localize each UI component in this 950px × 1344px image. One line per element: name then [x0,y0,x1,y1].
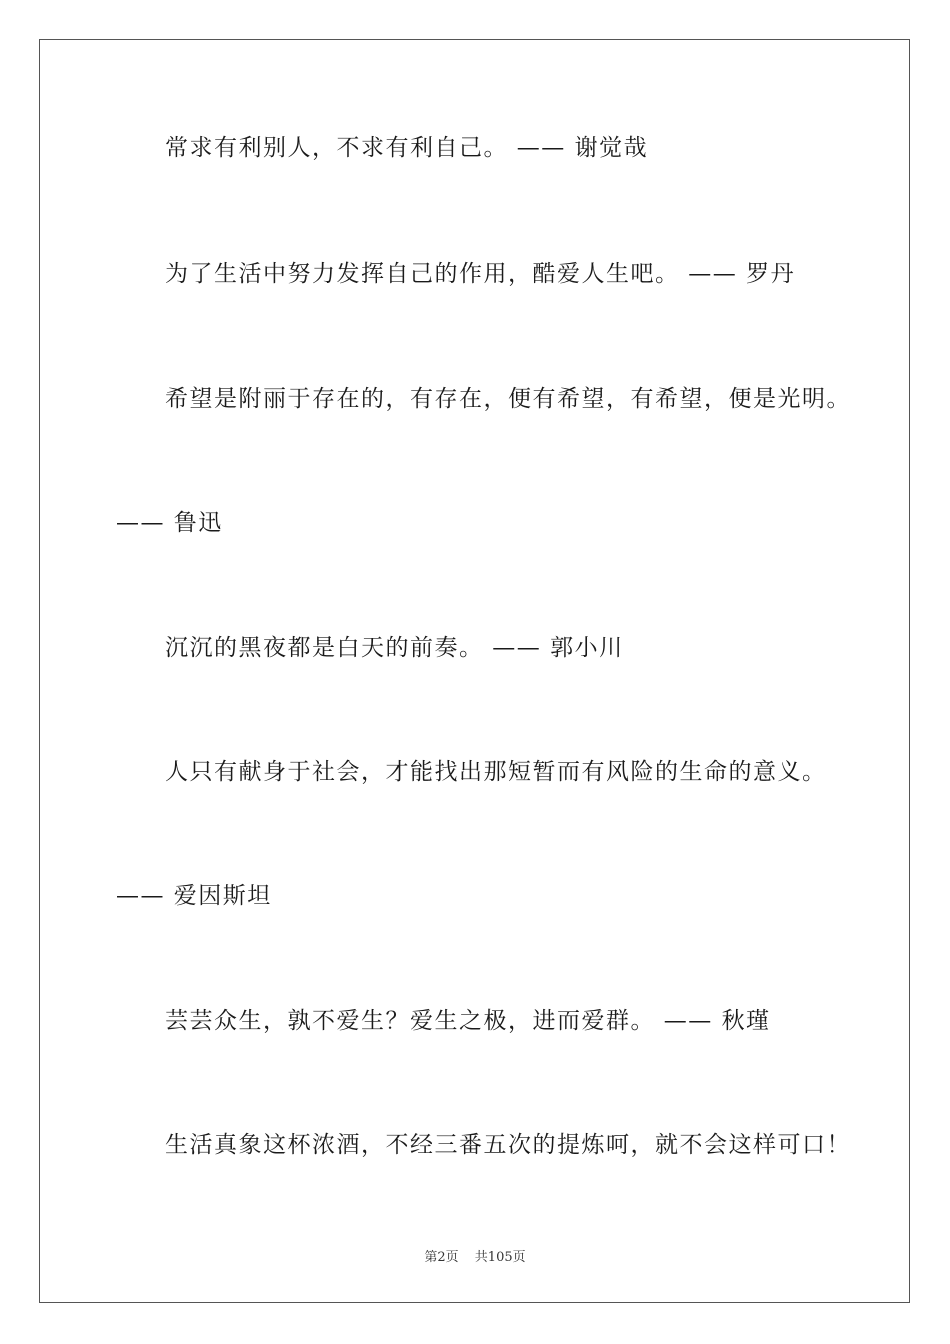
page-number: 第2页 [424,1250,459,1265]
page-footer [0,1246,950,1265]
quote-line: 沉沉的黑夜都是白天的前奏。 —— 郭小川 [165,635,624,661]
quote-line: 芸芸众生，孰不爱生？爱生之极，进而爱群。 —— 秋瑾 [165,1008,771,1034]
quote-attribution: —— 爱因斯坦 [116,883,272,909]
quote-line: 常求有利别人，不求有利自己。 —— 谢觉哉 [165,135,649,161]
page-border [39,39,910,1303]
quote-line: 生活真象这杯浓酒，不经三番五次的提炼呵，就不会这样可口！ [165,1132,851,1158]
quote-line: 为了生活中努力发挥自己的作用，酷爱人生吧。 —— 罗丹 [165,261,796,287]
quote-attribution: —— 鲁迅 [116,510,223,536]
quote-line: 希望是附丽于存在的，有存在，便有希望，有希望，便是光明。 [165,386,851,412]
page-total: 共105页 [474,1250,526,1265]
quote-line: 人只有献身于社会，才能找出那短暂而有风险的生命的意义。 [165,759,827,785]
